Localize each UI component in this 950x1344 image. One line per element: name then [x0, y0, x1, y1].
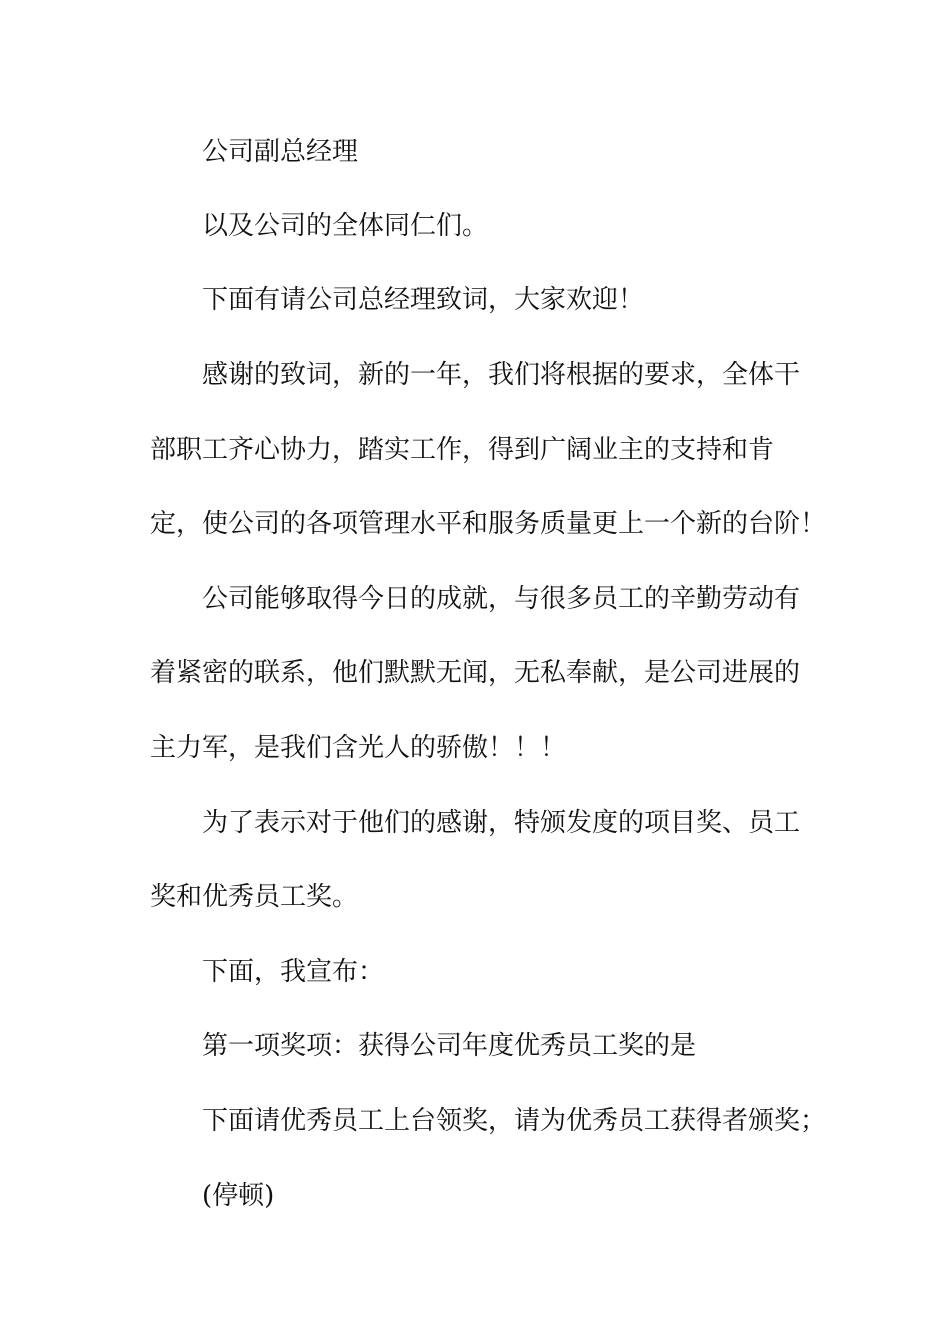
paragraph-line: 定，使公司的各项管理水平和服务质量更上一个新的台阶！: [150, 509, 827, 539]
paragraph-line: 着紧密的联系，他们默默无闻，无私奉献，是公司进展的: [150, 658, 801, 688]
paragraph-line: 以及公司的全体同仁们。: [202, 211, 489, 241]
paragraph-line: 下面有请公司总经理致词，大家欢迎！: [202, 285, 645, 315]
paragraph-line: 感谢的致词，新的一年，我们将根据的要求，全体干: [202, 360, 801, 390]
paragraph-line: 主力军，是我们含光人的骄傲！！！: [150, 733, 567, 763]
paragraph-line: 公司副总经理: [202, 137, 359, 167]
paragraph-line: 下面请优秀员工上台领奖，请为优秀员工获得者颁奖；: [202, 1106, 827, 1136]
paragraph-line: 奖和优秀员工奖。: [150, 882, 359, 912]
paragraph-line: 第一项奖项：获得公司年度优秀员工奖的是: [202, 1031, 697, 1061]
paragraph-line: 公司能够取得今日的成就，与很多员工的辛勤劳动有: [202, 584, 801, 614]
paragraph-line: 下面，我宣布：: [202, 957, 385, 987]
paragraph-line: 部职工齐心协力，踏实工作，得到广阔业主的支持和肯: [150, 435, 775, 465]
paragraph-line: (停顿): [202, 1181, 275, 1211]
paragraph-line: 为了表示对于他们的感谢，特颁发度的项目奖、员工: [202, 808, 801, 838]
